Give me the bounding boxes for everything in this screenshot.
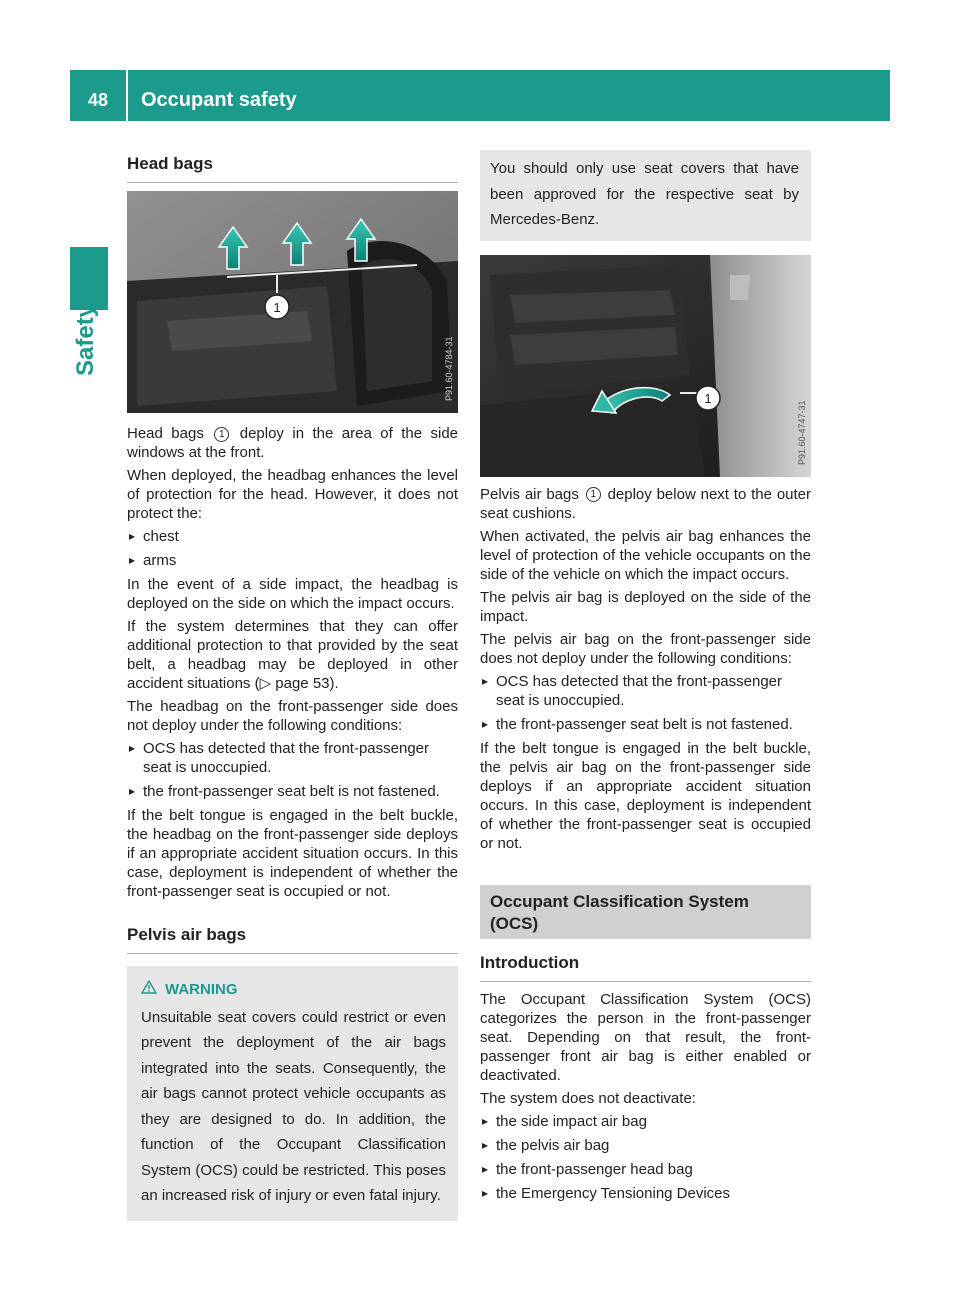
ocs-intro-text: The Occupant Classification System (OCS) categorizes the person in the front-passenger seat. Depending on that result, the front-passenger front air bag is either enabled or deactivated.: [480, 990, 811, 1084]
no-deploy-conditions-list: [127, 739, 458, 801]
head-bags-protection-text: When deployed, the headbag enhances the level of protection for the head. However, it does not protect the:: [127, 467, 458, 522]
figure1-code: P91.60-4784-31: [444, 336, 454, 401]
list-item: ▸ the Emergency Tensioning Devices: [480, 1184, 811, 1203]
list-item: ▸ the front-passenger seat belt is not fastened.: [127, 782, 458, 801]
ocs-not-deactivate-text: The system does not deactivate:: [480, 1089, 696, 1107]
callout-marker: 1: [214, 427, 229, 442]
list-item: ▸ the side impact air bag: [480, 1112, 811, 1131]
warning-title: WARNING: [141, 977, 446, 1003]
section-tab-marker: [70, 247, 108, 310]
introduction-heading: Introduction: [480, 949, 811, 982]
page-ref-icon: ▷: [259, 675, 276, 692]
warning-box: [127, 966, 458, 1221]
passenger-headbag-text: The headbag on the front-passenger side does not deploy under the following conditions:: [127, 698, 458, 734]
additional-protection-text: If the system determines that they can offer additional protection to that provided by the seat belt, a headbag may be deployed in other accident situations (▷ page 53).: [127, 618, 458, 692]
head-bags-figure: [127, 191, 458, 413]
pelvis-no-deploy-list: [480, 672, 811, 734]
figure2-code: P91.60-4747-31: [797, 399, 807, 465]
callout-marker: 1: [586, 487, 601, 502]
left-column: [127, 150, 458, 1221]
side-impact-text: In the event of a side impact, the headbag is deployed on the side on which the impact occurs.: [127, 576, 458, 612]
warning-triangle-icon: [141, 977, 159, 1003]
list-item: ▸ the front-passenger seat belt is not fastened.: [480, 715, 811, 734]
belt-tongue-text: If the belt tongue is engaged in the belt buckle, the headbag on the front-passenger side deploys if an appropriate accident situation occurs. In this case, deployment is independent of whether the front-passenger seat is occupied or not.: [127, 807, 458, 900]
pelvis-deploy-text: Pelvis air bags 1 deploy below next to the outer seat cushions.: [480, 485, 812, 522]
list-item: ▸ OCS has detected that the front-passenger seat is unoccupied.: [127, 739, 458, 777]
pelvis-activated-text: When activated, the pelvis air bag enhances the level of protection of the vehicle occupants on the side of the vehicle on which the impact occurs.: [480, 527, 811, 583]
not-protected-list: [127, 527, 458, 570]
not-deactivated-list: [480, 1112, 811, 1203]
list-item: ▸ OCS has detected that the front-passenger seat is unoccupied.: [480, 672, 811, 710]
list-item: ▸ arms: [127, 551, 458, 570]
list-item: ▸ the front-passenger head bag: [480, 1160, 811, 1179]
page-title: Occupant safety: [141, 89, 297, 111]
figure1-callout-label: 1: [273, 300, 281, 315]
right-column: [480, 150, 811, 1208]
head-bags-deploy-text: Head bags 1 deploy in the area of the side windows at the front.: [127, 425, 459, 461]
pelvis-passenger-text: The pelvis air bag on the front-passenger side does not deploy under the following conditions:: [480, 630, 811, 667]
pelvis-belt-tongue-text: If the belt tongue is engaged in the belt buckle, the pelvis air bag on the front-passenger side deploys if an appropriate accident situation occurs. In this case, deployment is independent of whether the front-passenger seat is occupied or not.: [480, 739, 811, 852]
pelvis-side-text: The pelvis air bag is deployed on the side of the impact.: [480, 588, 811, 625]
ocs-heading: Occupant Classification System (OCS): [480, 885, 811, 939]
pelvis-figure: [480, 255, 811, 477]
head-bags-heading: Head bags: [127, 150, 458, 183]
list-item: ▸ chest: [127, 527, 458, 546]
note-text: You should only use seat covers that have been approved for the respective seat by Mercedes-Benz.: [490, 160, 799, 228]
page-number: 48: [87, 90, 109, 110]
pelvis-heading: Pelvis air bags: [127, 921, 458, 954]
list-item: ▸ the pelvis air bag: [480, 1136, 811, 1155]
page-ref-link[interactable]: page 53: [275, 675, 330, 692]
warning-text: Unsuitable seat covers could restrict or even prevent the deployment of the air bags integrated into the seats. Consequently, the air bags cannot protect vehicle occupants as they are designed to do. In addition, the function of the Occupant Classification System (OCS) could be restricted. This poses an increased risk of injury or even fatal injury.: [141, 1008, 446, 1204]
note-box: [480, 150, 811, 241]
figure2-callout-label: 1: [704, 390, 712, 406]
header-divider: [126, 70, 128, 121]
